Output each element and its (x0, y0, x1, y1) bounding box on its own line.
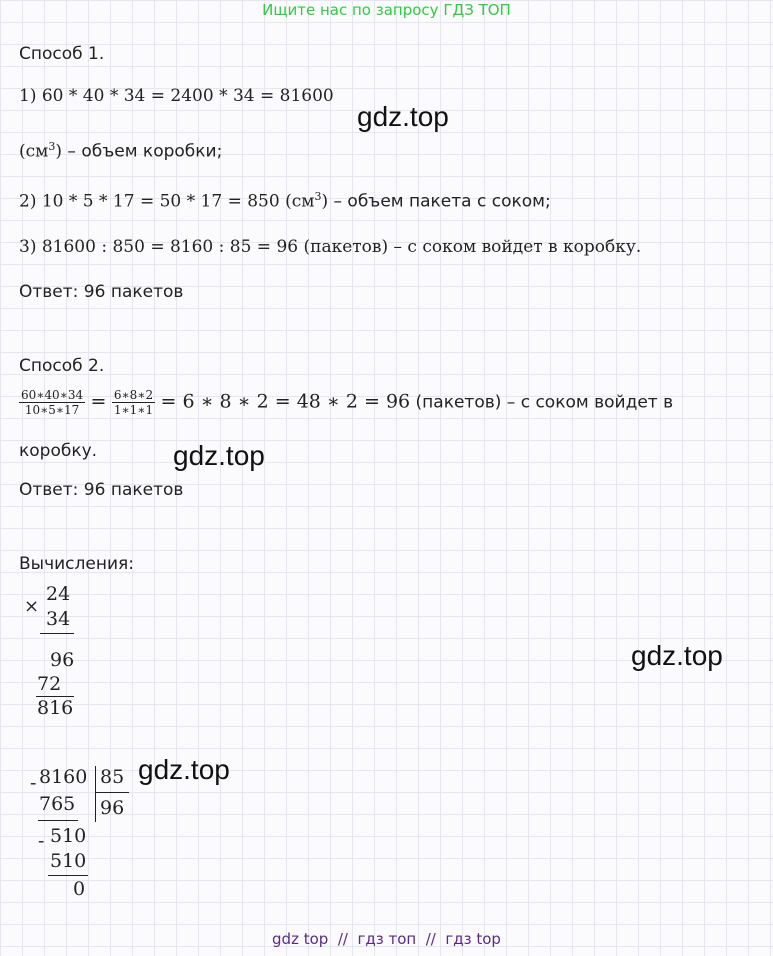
method2-answer: Ответ: 96 пакетов (19, 480, 184, 500)
div-vertical-bar (95, 766, 96, 822)
fraction-1 (19, 388, 85, 417)
cube-sup: 3 (48, 140, 56, 153)
mult-line-1 (40, 633, 74, 634)
method1-step3: 3) 81600 : 850 = 8160 : 85 = 96 (пакетов) – с соком войдет в коробку. (19, 237, 642, 257)
method2-line2: коробку. (19, 441, 98, 461)
div-line-1 (38, 820, 78, 821)
unit-open-2: (см (285, 191, 315, 212)
formula-chain: = 6 ∗ 8 ∗ 2 = 48 ∗ 2 = 96 (160, 390, 411, 413)
method1-step1-unit-line (19, 140, 222, 162)
div-remainder-final: 0 (73, 878, 86, 900)
div-sub-1: 765 (39, 793, 76, 815)
mult-partial-1: 96 (50, 649, 75, 671)
cube-sup-2: 3 (314, 190, 322, 203)
div-divisor-line (95, 792, 129, 793)
fraction-2 (112, 388, 155, 417)
div-dividend: 8160 (39, 766, 88, 788)
volume-box-label: – объем коробки; (62, 141, 223, 162)
method1-step1: 1) 60 * 40 * 34 = 2400 * 34 = 81600 (19, 86, 334, 106)
div-minus-2: - (38, 830, 45, 852)
div-line-2 (48, 875, 88, 876)
fraction-1-numerator: 60∗40∗34 (21, 388, 84, 402)
div-remainder-1: 510 (50, 825, 87, 847)
mult-partial-2: 72 (37, 673, 62, 695)
div-quotient: 96 (100, 797, 125, 819)
div-sub-2: 510 (50, 850, 87, 872)
calc-title: Вычисления: (19, 554, 134, 574)
mult-result: 816 (37, 697, 74, 719)
step2-head: 2) 10 * 5 * 17 = 50 * 17 = 850 (19, 191, 286, 212)
div-divisor: 85 (100, 766, 125, 788)
equals-sign: = (90, 390, 107, 413)
watermark-4: gdz.top (138, 754, 230, 785)
method1-answer: Ответ: 96 пакетов (19, 282, 184, 302)
formula-tail: (пакетов) – с соком войдет в (410, 392, 674, 413)
watermark-1: gdz.top (357, 101, 449, 132)
unit-open: (см (19, 141, 49, 162)
fraction-1-denominator: 10∗5∗17 (24, 403, 80, 417)
div-minus-1: - (30, 772, 37, 794)
mult-factor-b: 34 (46, 608, 71, 630)
fraction-2-denominator: 1∗1∗1 (113, 403, 154, 417)
unit-close: ) (55, 141, 63, 162)
method1-title: Способ 1. (19, 44, 105, 64)
top-banner: Ищите нас по запросу ГДЗ ТОП (262, 1, 511, 19)
footer-links: gdz top // гдз топ // гдз top (272, 930, 501, 948)
method1-step2 (19, 190, 551, 212)
watermark-2: gdz.top (173, 440, 265, 471)
fraction-2-numerator: 6∗8∗2 (113, 388, 154, 402)
watermark-3: gdz.top (631, 640, 723, 671)
unit-close-2: ) (321, 191, 329, 212)
step2-tail: – объем пакета с соком; (328, 191, 551, 212)
multiply-sign: × (24, 596, 40, 617)
mult-factor-a: 24 (46, 583, 71, 605)
method2-formula (19, 388, 673, 417)
method2-title: Способ 2. (19, 356, 105, 376)
